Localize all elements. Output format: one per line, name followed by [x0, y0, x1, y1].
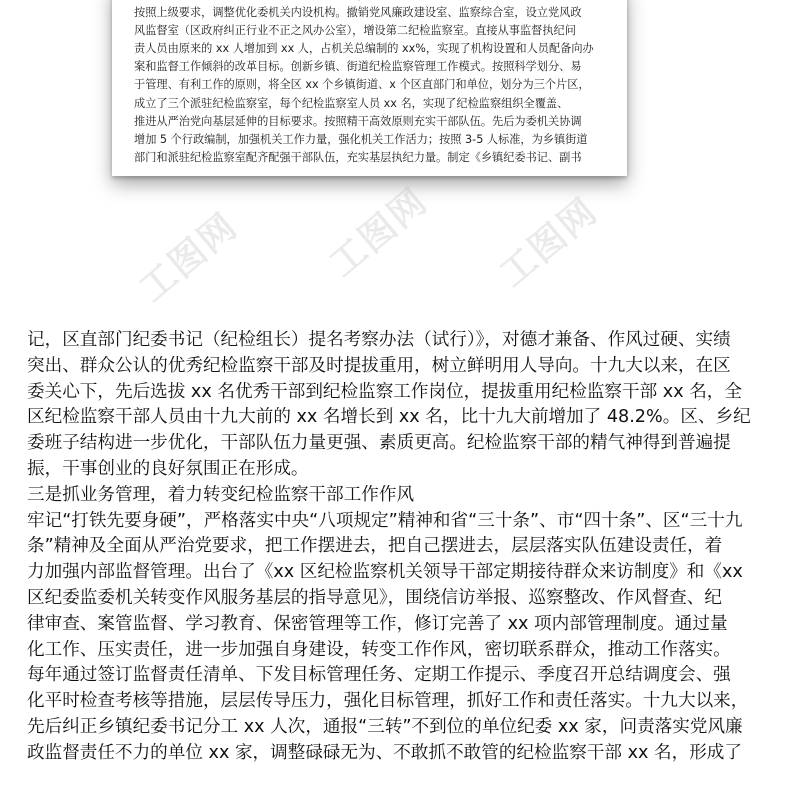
body-line: 委关心下，先后选拔 xx 名优秀干部到纪检监察工作岗位，提拔重用纪检监察干部 xx 名，全 [27, 381, 742, 402]
preview-text [134, 0, 606, 167]
body-line: 先后纠正乡镇纪委书记分工 xx 人次，通报“三转”不到位的单位纪委 xx 家，问责落实党风廉 [27, 716, 743, 737]
preview-line: 部门和派驻纪检监察室配齐配强干部队伍，充实基层执纪力量。制定《乡镇纪委书记、副书 [134, 150, 582, 164]
preview-line: 责人员由原来的 xx 人增加到 xx 人，占机关总编制的 xx%，实现了机构设置和人员配备向办 [134, 42, 594, 56]
body-line: 区纪检监察干部人员由十九大前的 xx 名增长到 xx 名，比十九大前增加了 48.2%。区、乡纪 [27, 407, 751, 428]
preview-line: 按照上级要求，调整优化委机关内设机构。撤销党风廉政建设室、监察综合室，设立党风政 [134, 6, 582, 20]
body-line: 律审查、案管监督、学习教育、保密管理等工作，修订完善了 xx 项内部管理制度。通过量 [27, 613, 728, 634]
watermark: 工图网 [492, 190, 606, 296]
body-line: 牢记“打铁先要身硬”，严格落实中央“八项规定”精神和省“三十条”、市“四十条”、区“三十九 [27, 510, 743, 531]
page-preview-card [112, 0, 627, 176]
body-line: 每年通过签订监督责任清单、下发目标管理任务、定期工作提示、季度召开总结调度会、强 [27, 665, 731, 686]
body-line: 力加强内部监督管理。出台了《xx 区纪检监察机关领导干部定期接待群众来访制度》和《xx [27, 562, 743, 583]
preview-line: 风监督室（区政府纠正行业不正之风办公室），增设第二纪检监察室。直接从事监督执纪问 [134, 24, 576, 38]
section-heading: 三是抓业务管理，着力转变纪检监察干部工作作风 [27, 484, 415, 505]
body-line: 记，区直部门纪委书记（纪检组长）提名考察办法（试行）》，对德才兼备、作风过硬、实绩 [27, 330, 731, 350]
preview-line: 于管理、有利工作的原则，将全区 xx 个乡镇街道、x 个区直部门和单位，划分为三个片区， [134, 78, 590, 92]
body-line: 条”精神及全面从严治党要求，把工作摆进去，把自己摆进去，层层落实队伍建设责任，着 [27, 536, 723, 557]
body-line: 化平时检查考核等措施，层层传导压力，强化目标管理，抓好工作和责任落实。十九大以来， [27, 691, 749, 712]
preview-line: 增加 5 个行政编制，加强机关工作力量，强化机关工作活力；按照 3-5 人标准，为乡镇街道 [134, 132, 588, 146]
body-line: 政监督责任不力的单位 xx 家，调整碌碌无为、不敢抓不敢管的纪检监察干部 xx 名，形成了 [27, 742, 742, 763]
preview-line: 推进从严治党向基层延伸的目标要求。按照精干高效原则充实干部队伍。先后为委机关协调 [134, 114, 582, 128]
body-line: 区纪委监委机关转变作风服务基层的指导意见》，围绕信访举报、巡察整改、作风督查、纪 [27, 587, 722, 608]
body-line: 委班子结构进一步优化，干部队伍力量更强、素质更高。纪检监察干部的精气神得到普遍提 [27, 433, 731, 454]
body-line: 化工作、压实责任，进一步加强自身建设，转变工作作风，密切联系群众，推动工作落实。 [27, 639, 731, 660]
body-line: 突出、群众公认的优秀纪检监察干部及时提拔重用，树立鲜明用人导向。十九大以来，在区 [27, 355, 731, 376]
body-line: 振，干事创业的良好氛围正在形成。 [27, 458, 309, 479]
preview-line: 案和监督工作倾斜的改革目标。创新乡镇、街道纪检监察管理工作模式。按照科学划分、易 [134, 60, 582, 74]
preview-line: 成立了三个派驻纪检监察室，每个纪检监察室人员 xx 名，实现了纪检监察组织全覆盖、 [134, 96, 569, 110]
watermark: 工图网 [132, 205, 246, 311]
watermark: 工图网 [322, 180, 436, 286]
document-body [27, 328, 779, 767]
